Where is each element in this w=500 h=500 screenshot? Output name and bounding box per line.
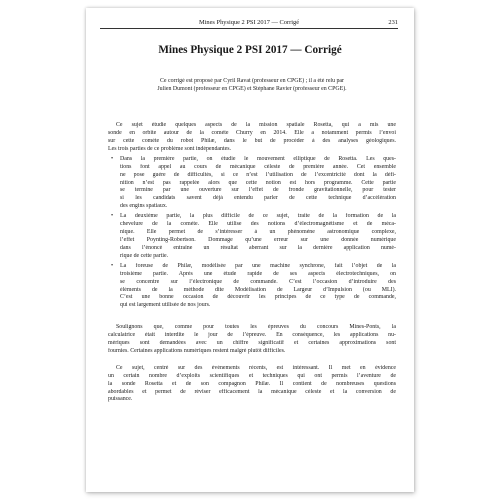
paragraph-1 xyxy=(108,122,396,153)
paragraph-line: la sonde Rosetta et de son compagnon Philæ. Il contient de nombreuses questions xyxy=(108,380,396,387)
intro-line: Julien Dumont (professeur en CPGE) et Stéphane Ravier (professeur en CPGE). xyxy=(157,85,347,92)
bullet-line: qui est largement utilisée de nos jours. xyxy=(120,302,211,309)
intro-paragraph xyxy=(108,78,396,94)
paragraph-3 xyxy=(108,365,396,404)
intro-line: Ce corrigé est proposé par Cyril Ravat (professeur en CPGE) ; il a été relu par xyxy=(159,78,345,84)
paragraph-line: puissance. xyxy=(108,396,133,403)
bullet-line: La foreuse de Philæ, modélisée par une machine synchrone, fait l’objet de la xyxy=(120,262,396,269)
bullet-line: éléments de la méthode dite Modélisation de Largeur d’Impulsion (ou MLI). xyxy=(120,286,396,293)
bullet-line: tions font appel au cours de mécanique céleste de première année. Cet ensemble xyxy=(120,163,396,170)
paragraph-line: Ce sujet étudie quelques aspects de la mission spatiale Rosetta, qui a mis une xyxy=(116,122,396,128)
paragraph-2 xyxy=(108,324,396,355)
bullet-item xyxy=(108,213,396,260)
bullet-dot-icon: • xyxy=(111,213,114,220)
bullet-line: C’est une bonne occasion de découvrir les principes de ce type de commande, xyxy=(120,294,396,301)
bullet-line: Dans la première partie, on étudie le mouvement elliptique de Rosetta. Les ques- xyxy=(120,156,396,162)
bullet-line: troisième partie. Après une étude rapide de ses aspects électrotechniques, on xyxy=(120,270,396,277)
bullet-line: chevelure de la comète. Elle utilise des notions d’électromagnétisme et de méca- xyxy=(120,221,396,228)
bullet-line: ne pose guère de difficultés, si ce n’est l’utilisation de l’excentricité dont la défi- xyxy=(120,171,396,178)
paragraph-line: calculatrice était interdite le jour de l’épreuve. En conséquence, les applications nu- xyxy=(108,331,396,338)
bullet-line: se concentre sur l’électronique de commande. C’est l’occasion d’introduire des xyxy=(120,278,396,285)
bullet-list xyxy=(108,156,396,313)
paragraph-line: un certain nombre d’exploits scientifiques et techniques qui ont permis l’aventure de xyxy=(108,372,396,379)
running-title: Mines Physique 2 PSI 2017 — Corrigé xyxy=(198,19,300,26)
page-number: 231 xyxy=(388,19,398,26)
paragraph-line: sonde en orbite autour de la comète Churry en 2014. Elle a notamment permis l’envoi xyxy=(108,129,396,136)
document-page xyxy=(86,8,414,492)
bullet-line: l’effet Poynting-Robertson. Dommage qu’une erreur sur une donnée numérique xyxy=(120,236,396,243)
paragraph-line: mériques sont demandées avec un chiffre significatif et certaines approximations sont xyxy=(108,339,396,346)
bullet-item xyxy=(108,156,396,211)
bullet-line: des engins spatiaux. xyxy=(120,203,168,210)
paragraph-line: abordables et permet de réviser efficacement la mécanique céleste et la conversion de xyxy=(108,388,396,395)
paragraph-line: Les trois parties de ce problème sont indépendantes. xyxy=(108,145,232,152)
bullet-line: nique. Elle permet de s’intéresser à un phénomène astronomique complexe, xyxy=(120,229,396,236)
paragraph-line: fournies. Certaines applications numériques restent malgré plutôt difficiles. xyxy=(108,347,286,354)
bullet-line: dans l’énoncé entraîne un résultat aberrant sur la dernière application numé- xyxy=(120,244,396,251)
paragraph-line: sur cette comète du robot Philæ, dans le but de procéder à des analyses géologiques. xyxy=(108,137,396,144)
bullet-line: si les candidats savent déjà entendu parler de cette technique d’accélération xyxy=(120,195,396,202)
bullet-dot-icon: • xyxy=(111,262,114,269)
bullet-line: nition n’est pas rappelée alors que cette notion est hors programme. Cette partie xyxy=(120,179,396,186)
bullet-line: se termine par une ouverture sur l’effet de fronde gravitationnelle, pour tester xyxy=(120,187,396,194)
document-title: Mines Physique 2 PSI 2017 — Corrigé xyxy=(158,44,342,56)
bullet-line: La deuxième partie, la plus difficile de ce sujet, traite de la formation de la xyxy=(120,213,396,220)
bullet-line: rique de cette partie. xyxy=(120,252,169,259)
bullet-item xyxy=(108,263,396,310)
paragraph-line: Soulignons que, comme pour toutes les épreuves du concours Mines-Ponts, la xyxy=(116,324,396,330)
bullet-dot-icon: • xyxy=(111,156,114,162)
paragraph-line: Ce sujet, centré sur des événements récents, est intéressant. Il met en évidence xyxy=(116,365,396,371)
running-header xyxy=(100,19,398,29)
